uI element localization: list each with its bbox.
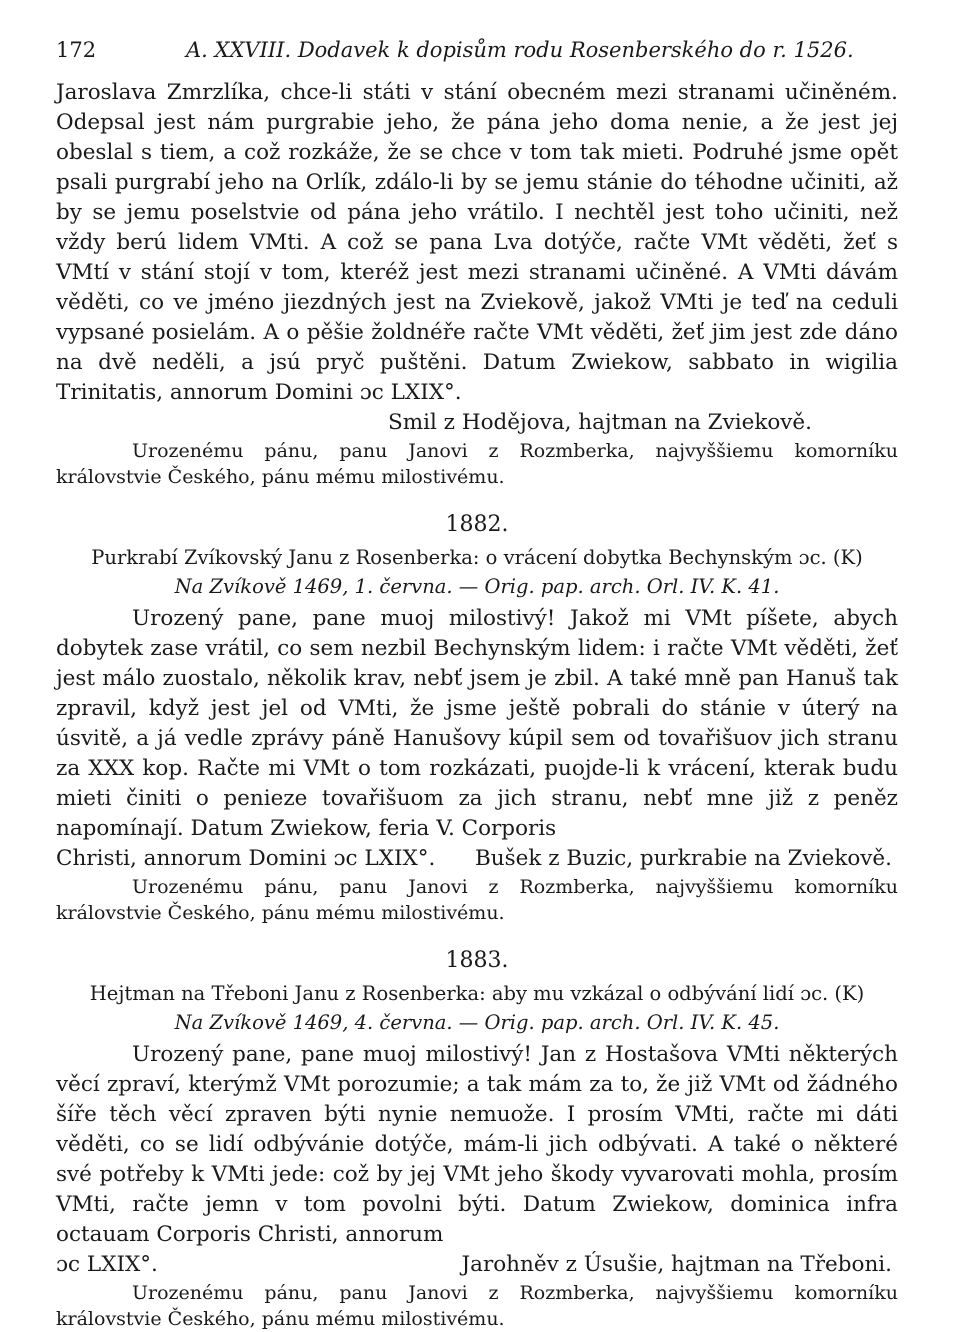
letter-number: 1883.	[445, 948, 509, 973]
continued-letter-text: Jaroslava Zmrzlíka, chce-li státi v stání obecném mezi stranami učiněném. Odepsal jest nám purgrabie jeho, že pána jeho doma nenie, a že jest jej obeslal s tiem, a což rozkáže, že se chce v tom tak mieti. Podruhé jsme opět psali purgrabí jeho na Orlík, zdálo-li by se jemu stánie do téhodne učiniti, až by se jemu poselstvie od pána jeho vrátilo. I nechtěl jest toho učiniti, než vždy berú lidem VMti. A což se pana Lva dotýče, račte VMt věděti, žeť s VMtí v stání stojí v tom, kteréž jest mezi stranami učiněné. A VMti dávám věděti, co ve jméno jiezdných jest na Zviekově, jakož VMti je teď na ceduli vypsané posielám. A o pěšie žoldnéře račte VMt věděti, žeť jim jest zde dáno na dvě neděli, a jsú pryč puštěni. Datum Zwiekow, sabbato in wigilia Trinitatis, annorum Domini ɔc LXIX°.	[56, 80, 898, 405]
letter-1882	[56, 510, 898, 926]
letter-number: 1882.	[445, 512, 509, 537]
letter-closing-line	[56, 1250, 898, 1280]
letter-title: Purkrabí Zvíkovský Janu z Rosenberka: o vrácení dobytka Bechynským ɔc. (K)	[91, 546, 863, 569]
letter-body: Urozený pane, pane muoj milostivý! Jakož mi VMt píšete, abych dobytek zase vrátil, co sem nezbil Bechynským lidem: i račte VMt věděti, žeť jest málo zuostalo, několik krav, nebť jsem je zbil. A také mně pan Hanuš tak zpravil, když jest jel od VMti, že jsme ještě pobrali do stánie v úterý na úsvitě, a já vedle zprávy páně Hanušovy kúpil sem od tovařišuov jich stranu za XXX kop. Račte mi VMt o tom rozkázati, puojde-li k vrácení, kterak budu mieti činiti o penieze tovařišuom za jich stranu, nebť mne již z peněz napomínají. Datum Zwiekow, feria V. Corporis	[56, 606, 898, 841]
letter-title: Hejtman na Třeboni Janu z Rosenberka: aby mu vzkázal o odbývání lidí ɔc. (K)	[89, 982, 865, 1005]
running-head: A. XXVIII. Dodavek k dopisům rodu Rosenberského do r. 1526.	[186, 38, 854, 62]
page-header	[56, 28, 898, 78]
letter-address: Urozenému pánu, panu Janovi z Rozmberka, najvyššiemu komorníku královstvie Českého, pánu mému milostivému.	[56, 876, 898, 924]
letter-signature: Jarohněv z Úsušie, hajtman na Třeboni.	[461, 1252, 892, 1277]
continued-letter-address: Urozenému pánu, panu Janovi z Rozmberka, najvyššiemu komorníku královstvie Českého, pánu mému milostivému.	[56, 440, 898, 488]
letter-address: Urozenému pánu, panu Janovi z Rozmberka, najvyššiemu komorníku královstvie Českého, pánu mému milostivému.	[56, 1282, 898, 1330]
letter-body: Urozený pane, pane muoj milostivý! Jan z Hostašova VMti některých věcí zpraví, kterýmž VMt porozumie; a tak mám za to, že již VMt od žádného šíře těch věcí zpraven býti nynie nemuože. I prosím VMti, račte mi dáti věděti, co se lidí odbývánie dotýče, mám-li jich odbývati. A také o některé své potřeby k VMti jede: což by jej VMt jeho škody vyvarovati mohla, prosím VMti, račte jemn v tom povolni býti. Datum Zwiekow, dominica infra octauam Corporis Christi, annorum	[56, 1042, 898, 1247]
letter-source: Na Zvíkově 1469, 1. června. — Orig. pap. arch. Orl. IV. K. 41.	[174, 575, 780, 598]
letter-1883	[56, 946, 898, 1332]
letter-source: Na Zvíkově 1469, 4. června. — Orig. pap. arch. Orl. IV. K. 45.	[174, 1011, 780, 1034]
letter-closing: ɔc LXIX°.	[56, 1252, 158, 1277]
letter-closing: Christi, annorum Domini ɔc LXIX°.	[56, 846, 436, 871]
page-number: 172	[56, 38, 97, 62]
letter-closing-line	[56, 844, 898, 874]
letter-signature: Bušek z Buzic, purkrabie na Zviekově.	[474, 846, 892, 871]
continued-letter-signature: Smil z Hodějova, hajtman na Zviekově.	[387, 410, 812, 435]
